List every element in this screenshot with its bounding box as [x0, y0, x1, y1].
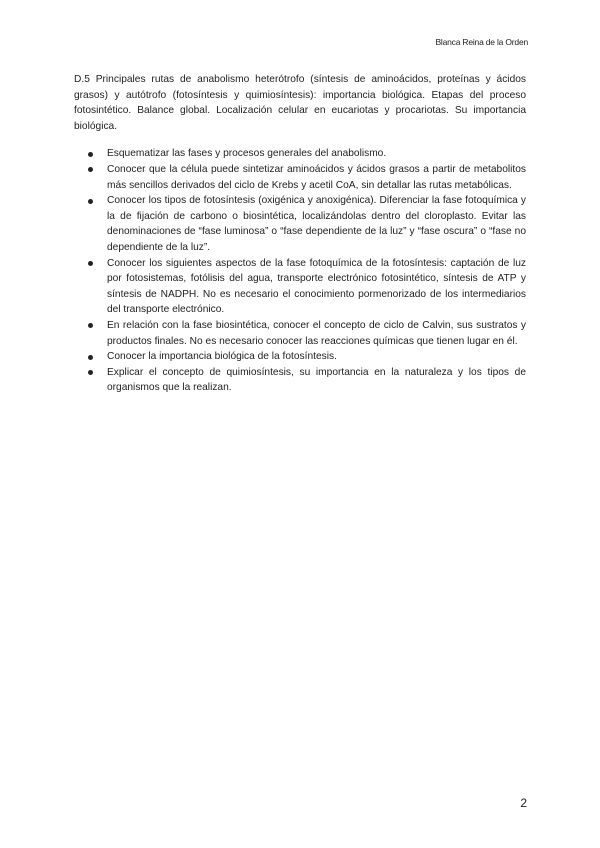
main-content: [74, 72, 526, 396]
bullet-icon: [88, 167, 93, 172]
list-item-text: Conocer los tipos de fotosíntesis (oxigénica y anoxigénica). Diferenciar la fase fotoquímica y la de fijación de carbono o biosintética, localizándolas dentro del cloroplasto. Evitar las denominaciones de “fase luminosa” o “fase dependiente de la luz” y “fase oscura” o “fase no dependiente de la luz”.: [107, 195, 526, 253]
list-item: [74, 146, 526, 162]
list-item: [74, 162, 526, 193]
bullet-icon: [88, 152, 93, 157]
bullet-icon: [88, 323, 93, 328]
list-item-text: Explicar el concepto de quimiosíntesis, su importancia en la naturaleza y los tipos de organismos que la realizan.: [107, 366, 526, 394]
bullet-icon: [88, 199, 93, 204]
bullet-icon: [88, 261, 93, 266]
list-item-text: Conocer los siguientes aspectos de la fase fotoquímica de la fotosíntesis: captación de luz por fotosistemas, fotólisis del agua, transporte electrónico fotosintético, síntesis de ATP y síntesis de NADPH. No es necesario el conocimiento pormenorizado de los intermediarios del transporte electrónico.: [107, 257, 526, 316]
list-item: [74, 349, 526, 365]
objectives-list: [74, 146, 526, 396]
list-item: [74, 318, 526, 349]
bullet-icon: [88, 370, 93, 375]
bullet-icon: [88, 355, 93, 360]
list-item-text: Conocer la importancia biológica de la fotosíntesis.: [107, 351, 337, 363]
list-item: [74, 193, 526, 255]
list-item: [74, 256, 526, 318]
header-author: Blanca Reina de la Orden: [435, 37, 528, 47]
section-title: D.5 Principales rutas de anabolismo heterótrofo (síntesis de aminoácidos, proteínas y ácidos grasos) y autótrofo (fotosíntesis y quimiosíntesis): importancia biológica. Etapas del proceso fotosintético. Balance global. Localización celular en eucariotas y procariotas. Su importancia biológica.: [74, 74, 526, 132]
list-item-text: En relación con la fase biosintética, conocer el concepto de ciclo de Calvin, sus sustratos y productos finales. No es necesario conocer las reacciones químicas que tienen lugar en él.: [107, 319, 526, 347]
page-number: 2: [520, 796, 527, 810]
list-item-text: Esquematizar las fases y procesos generales del anabolismo.: [107, 148, 387, 160]
list-item-text: Conocer que la célula puede sintetizar aminoácidos y ácidos grasos a partir de metabolitos más sencillos derivados del ciclo de Krebs y acetil CoA, sin detallar las rutas metabólicas.: [107, 163, 526, 191]
list-item: [74, 365, 526, 396]
